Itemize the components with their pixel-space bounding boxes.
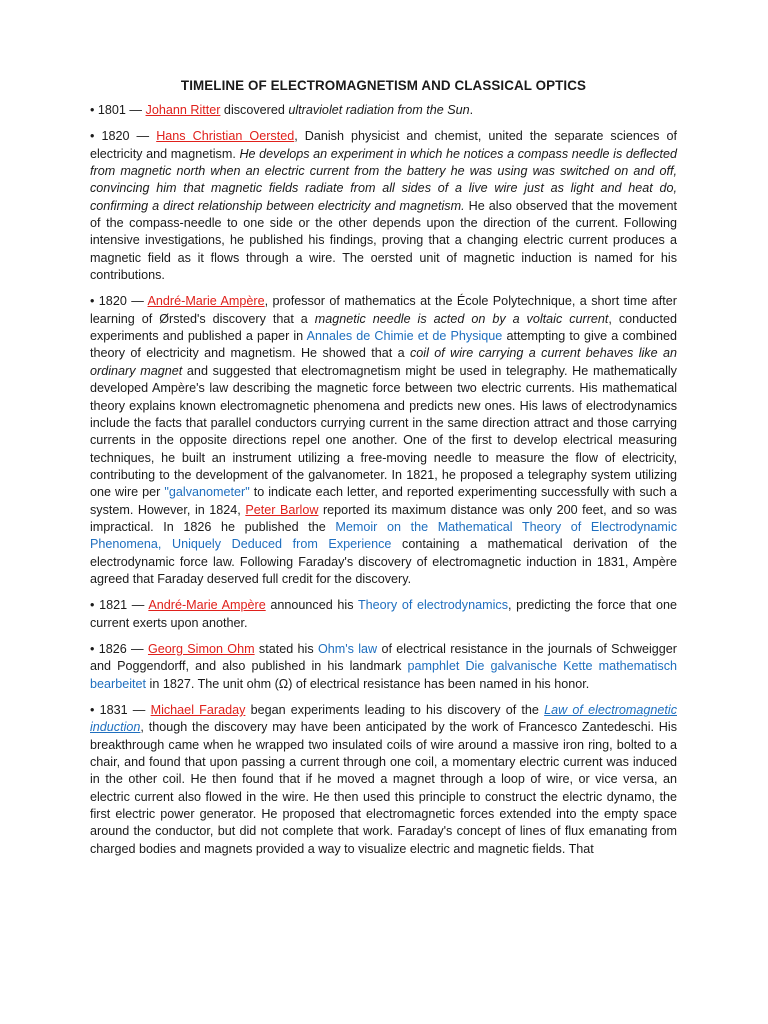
entry-text: , professor of mathematics at the École Polytechnique, a short time after learning of Ørsted's discovery that a <box>90 294 677 326</box>
entry-text: attempting to give a combined theory of electricity and magnetism. He showed that a <box>90 329 677 361</box>
link-theory-of-electrodynamics[interactable]: Theory of electrodynamics <box>357 598 508 613</box>
entry-date: • 1831 — <box>90 703 151 717</box>
entry-text: , Danish physicist and chemist, united the separate sciences of electricity and magnetism. <box>90 129 677 161</box>
timeline-entry-1801-ritter <box>90 102 677 119</box>
entry-text: containing a mathematical derivation of the electrodynamic force law. Following Faraday's discovery of electromagnetic induction in 1831, Ampère agreed that Faraday deserved full credit for the discovery. <box>90 537 678 586</box>
person-link-peter-barlow[interactable]: Peter Barlow <box>245 502 319 517</box>
entry-text: of electrical resistance in the journals of Schweigger and Poggendorff, and also published in his landmark <box>90 641 677 674</box>
entry-text: reported its maximum distance was only 200 feet, and so was impractical. In 1826 he published the <box>90 502 677 534</box>
entry-italic-text: ultraviolet radiation from the Sun <box>288 103 470 117</box>
entry-italic-text: He develops an experiment in which he notices a compass needle is deflected from magnetic north when an electric current from the battery he was using was switched on and off, convincing him that magnetic fields radiate from all sides of a live wire just as light and heat do, confirming a direct relationship between electricity and magnetism. <box>90 146 677 213</box>
entry-text: . <box>469 103 474 117</box>
entry-text: to indicate each letter, and reported experimenting successfully with such a system. However, in 1824, <box>90 485 677 517</box>
entry-text: stated his <box>254 641 318 656</box>
entry-text: in 1827. The unit ohm (Ω) of electrical resistance has been named in his honor. <box>146 676 590 691</box>
entry-date: • 1821 — <box>90 598 149 613</box>
person-link-johann-ritter[interactable]: Johann Ritter <box>145 103 221 117</box>
entry-italic-text: magnetic needle is acted on by a voltaic current <box>314 311 609 326</box>
timeline-entry-1826-ohm <box>90 641 677 693</box>
entry-text: announced his <box>265 598 358 613</box>
entry-text: He also observed that the movement of the compass-needle to one side or the other depends upon the direction of the current. Following intensive investigations, he published his findings, proving that a changing electric current produces a magnetic field as it flows through a wire. The oersted unit of magnetic induction is named for his contributions. <box>90 198 678 283</box>
timeline-entry-1821-ampere <box>90 597 677 632</box>
entry-text: and suggested that electromagnetism might be used in telegraphy. He mathematically developed Ampère's law describing the magnetic force between two electric currents. His mathematical theory explains known electromagnetic phenomena and predicts new ones. His laws of electrodynamics include the facts that parallel conductors currying current in the same direction attract and those carrying currents in the opposite directions repel one another. One of the first to develop electrical measuring techniques, he built an instrument utilizing a free-moving needle to measure the flow of electricity, contributing to the development of the galvanometer. In 1821, he proposed a telegraphy system utilizing one wire per <box>90 363 677 500</box>
entry-date: • 1826 — <box>90 641 148 656</box>
link-law-of-electromagnetic-induction[interactable]: Law of electromagnetic induction <box>90 703 677 735</box>
person-link-hans-christian-oersted[interactable]: Hans Christian Oersted <box>156 129 295 144</box>
entry-date: • 1820 — <box>90 129 157 144</box>
document-page <box>90 78 677 867</box>
entry-italic-text: coil of wire carrying a current behaves like an ordinary magnet <box>90 346 677 378</box>
entry-text: , though the discovery may have been anticipated by the work of Francesco Zantedeschi. His breakthrough came when he wrapped two insulated coils of wire around a massive iron ring, bolted to a chair, and found that upon passing a current through one coil, a momentary electric current was induced in the other coil. He then found that if he moved a magnet through a loop of wire, or vice versa, an electric current also flowed in the wire. He then used this principle to construct the electric dynamo, the first electric power generator. He proposed that electromagnetic forces extended into the empty space around the conductor, but did not complete that work. Faraday's concept of lines of flux emanating from charged bodies and magnets provided a way to visualize electric and magnetic fields. That <box>90 720 677 856</box>
entry-text: , conducted experiments and published a paper in <box>90 311 677 344</box>
timeline-entry-1831-faraday <box>90 702 677 858</box>
entry-text: began experiments leading to his discovery of the <box>245 703 545 717</box>
person-link-andre-marie-ampere[interactable]: André-Marie Ampère <box>147 294 265 309</box>
entry-date: • 1801 — <box>90 103 146 117</box>
link-memoir-electrodynamic[interactable]: Memoir on the Mathematical Theory of Electrodynamic Phenomena, Uniquely Deduced from Experience <box>90 519 677 552</box>
link-ohms-law[interactable]: Ohm's law <box>317 641 378 656</box>
timeline-entry-1820-oersted <box>90 128 677 284</box>
person-link-michael-faraday[interactable]: Michael Faraday <box>150 703 246 717</box>
page-title: TIMELINE OF ELECTROMAGNETISM AND CLASSICAL OPTICS <box>180 78 587 93</box>
link-annales-de-chimie[interactable]: Annales de Chimie et de Physique <box>306 329 503 344</box>
entry-text: discovered <box>220 103 289 117</box>
entry-text: , predicting the force that one current exerts upon another. <box>90 598 677 630</box>
person-link-andre-marie-ampere[interactable]: André-Marie Ampère <box>148 598 266 613</box>
link-galvanometer[interactable]: "galvanometer" <box>164 485 250 500</box>
timeline-entry-1820-ampere <box>90 293 677 588</box>
link-galvanische-kette[interactable]: pamphlet Die galvanische Kette mathematisch bearbeitet <box>90 659 677 691</box>
entry-date: • 1820 — <box>90 294 148 309</box>
person-link-georg-simon-ohm[interactable]: Georg Simon Ohm <box>147 641 255 656</box>
